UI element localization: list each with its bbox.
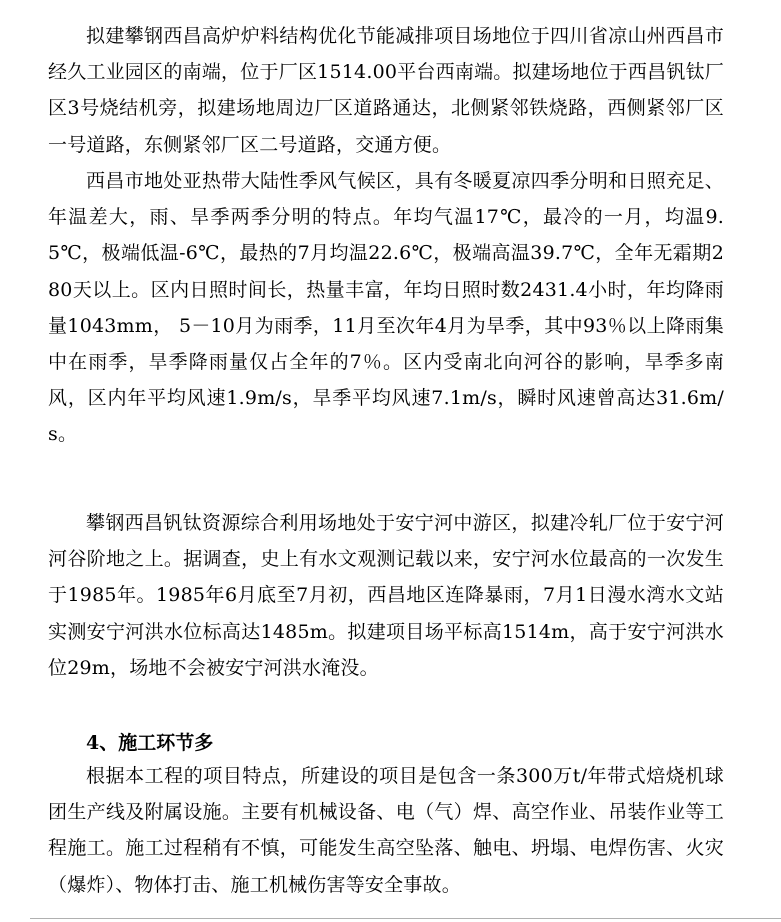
section-heading: 4、施工环节多 (86, 732, 214, 754)
paragraph-site-location: 拟建攀钢西昌高炉炉料结构优化节能减排项目场地位于四川省凉山州西昌市经久工业园区的南端，位于厂区1514.00平台西南端。拟建场地位于西昌钒钛厂区3号烧结机旁，拟建场地周边厂区道路通达，北侧紧邻铁烧路，西侧紧邻厂区一号道路，东侧紧邻厂区二号道路，交通方便。 (48, 25, 724, 156)
bottom-divider (30, 918, 781, 919)
paragraph-hydrology: 攀钢西昌钒钛资源综合利用场地处于安宁河中游区，拟建冷轧厂位于安宁河河谷阶地之上。据调查，史上有水文观测记载以来，安宁河水位最高的一次发生于1985年。1985年6月底至7月初，西昌地区连降暴雨，7月1日漫水湾水文站实测安宁河洪水位标高达1485m。拟建项目场平标高1514m，高于安宁河洪水位29m，场地不会被安宁河洪水淹没。 (48, 512, 724, 679)
paragraph-construction: 根据本工程的项目特点，所建设的项目是包含一条300万t/年带式焙烧机球团生产线及附属设施。主要有机械设备、电（气）焊、高空作业、吊装作业等工程施工。施工过程稍有不慎，可能发生高空坠落、触电、坍塌、电焊伤害、火灾（爆炸）、物体打击、施工机械伤害等安全事故。 (48, 765, 724, 896)
paragraph-climate: 西昌市地处亚热带大陆性季风气候区，具有冬暖夏凉四季分明和日照充足、年温差大，雨、旱季两季分明的特点。年均气温17℃，最冷的一月，均温9.5℃，极端低温-6℃，最热的7月均温22.6℃，极端高温39.7℃，全年无霜期280天以上。区内日照时间长，热量丰富，年均日照时数2431.4小时，年均降雨量1043mm， 5－10月为雨季，11月至次年4月为旱季，其中93％以上降雨集中在雨季，旱季降雨量仅占全年的7％。区内受南北向河谷的影响，旱季多南风，区内年平均风速1.9m/s，旱季平均风速7.1m/s，瞬时风速曾高达31.6m/s。 (48, 170, 724, 446)
